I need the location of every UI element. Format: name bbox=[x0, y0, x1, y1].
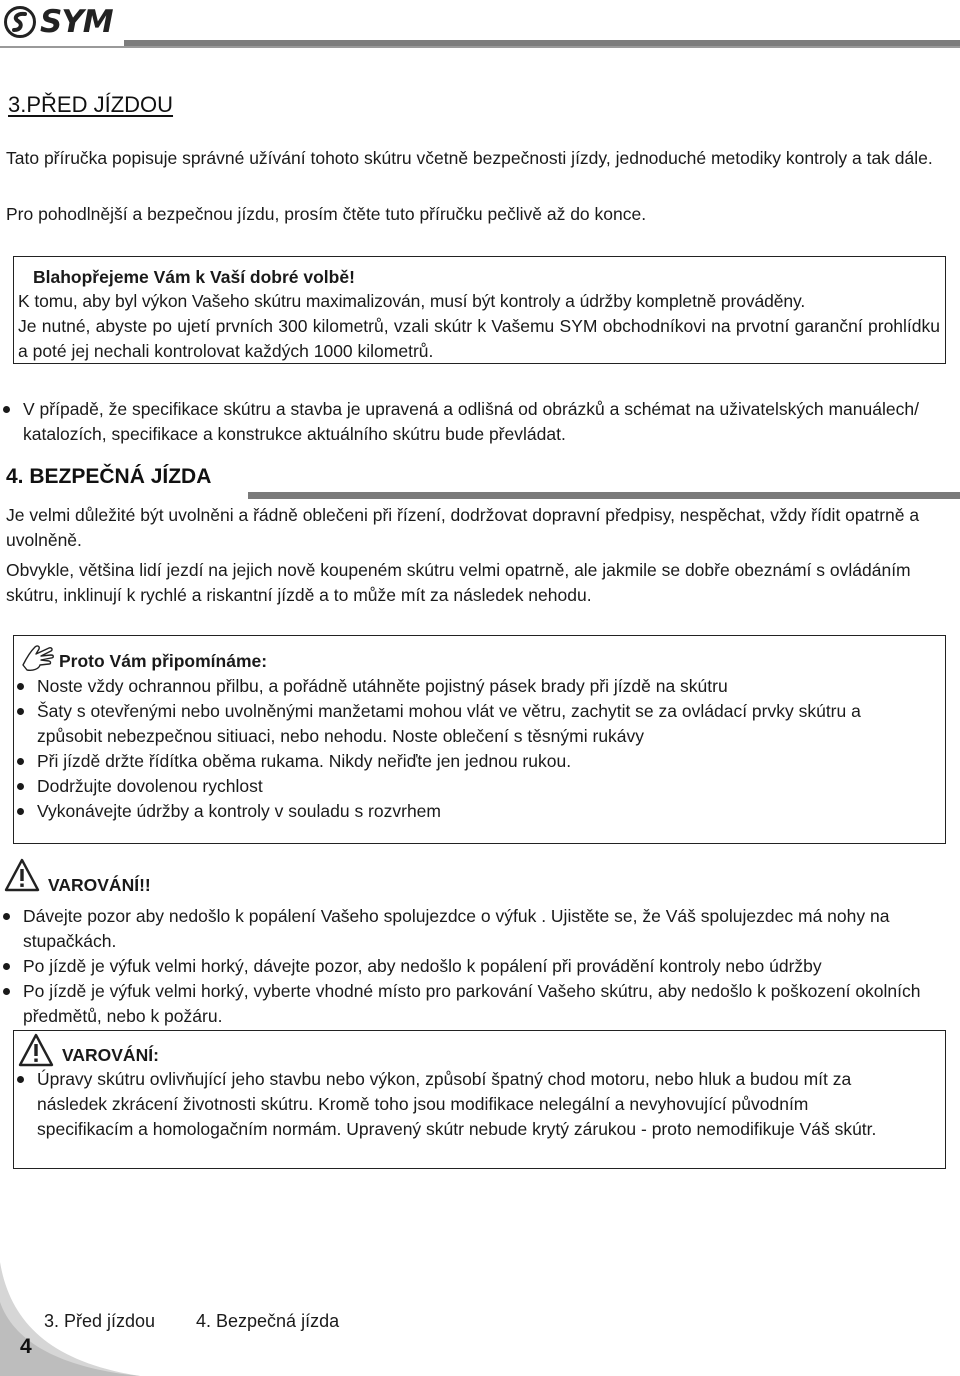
list-item: Po jízdě je výfuk velmi horký, dávejte pozor, aby nedošlo k popálení při provádění kontroly nebo údržby bbox=[0, 954, 940, 979]
section-title-safe-ride: 4. BEZPEČNÁ JÍZDA bbox=[6, 465, 212, 488]
section-rule bbox=[248, 492, 960, 499]
safety-paragraph-2: Obvykle, většina lidí jezdí na jejich nově koupeném skútru velmi opatrně, ale jakmile se dobře obeznámí s ovládáním skútru, inklinují k rychlé a riskantní jízdě a to může mít za následek nehodu. bbox=[6, 560, 911, 605]
spec-note-list bbox=[0, 397, 945, 447]
sym-logo bbox=[4, 4, 113, 40]
list-item: Vykonávejte údržby a kontroly v souladu s rozvrhem bbox=[14, 799, 914, 824]
warning-list bbox=[14, 1067, 894, 1142]
intro-paragraph: Tato příručka popisuje správné užívání tohoto skútru včetně bezpečnosti jízdy, jednoduché metodiky kontroly a tak dále. bbox=[6, 148, 933, 168]
congrats-heading: Blahopřejeme Vám k Vaší dobré volbě! bbox=[33, 267, 355, 287]
reminder-heading: Proto Vám připomínáme: bbox=[59, 651, 268, 671]
safety-paragraph-1: Je velmi důležité být uvolněni a řádně oblečeni při řízení, dodržovat dopravní předpisy, nespěchat, vždy řídit opatrně a uvolněně. bbox=[6, 505, 920, 550]
congrats-box bbox=[13, 256, 946, 364]
warning-triangle-icon bbox=[18, 1033, 54, 1067]
congrats-text-1: K tomu, aby byl výkon Vašeho skútru maximalizován, musí být kontroly a údržby kompletně prováděny. bbox=[18, 291, 806, 311]
sym-emblem-icon bbox=[4, 6, 36, 38]
list-item: V případě, že specifikace skútru a stavba je upravená a odlišná od obrázků a schémat na uživatelských manuálech/ katalozích, specifikace a konstrukce aktuálního skútru bude převládat. bbox=[0, 397, 945, 447]
reminder-box bbox=[13, 635, 946, 844]
warning-triangle-icon bbox=[4, 858, 40, 892]
list-item: Dávejte pozor aby nedošlo k popálení Vašeho spolujezdce o výfuk . Ujistěte se, že Váš spolujezdec má nohy na stupačkách. bbox=[0, 904, 940, 954]
page-header bbox=[0, 0, 960, 46]
congrats-text-2: Je nutné, abyste po ujetí prvních 300 kilometrů, vzali skútr k Vašemu SYM obchodníkovi na prvotní garanční prohlídku a poté jej nechali kontrolovat každých 1000 kilometrů. bbox=[18, 316, 940, 361]
hand-note-icon bbox=[21, 643, 55, 675]
list-item: Při jízdě držte řídítka oběma rukama. Nikdy neřiďte jen jednou rukou. bbox=[14, 749, 914, 774]
warning-list bbox=[0, 904, 940, 1029]
footer-chapter-link: 3. Před jízdou bbox=[44, 1311, 156, 1331]
list-item: Po jízdě je výfuk velmi horký, vyberte vhodné místo pro parkování Vašeho skútru, aby nedošlo k poškození okolních předmětů, nebo k požáru. bbox=[0, 979, 940, 1029]
section-title-before-ride: 3.PŘED JÍZDOU bbox=[8, 92, 174, 117]
modification-warning-box bbox=[13, 1030, 946, 1169]
list-item: Noste vždy ochrannou přilbu, a pořádně utáhněte pojistný pásek brady při jízdě na skútru bbox=[14, 674, 914, 699]
list-item: Šaty s otevřenými nebo uvolněnými manžetami mohou vlát ve větru, zachytit se za ovládací prvky skútru a způsobit nebezpečnou sitiuaci, nebo nehodu. Noste oblečení s těsnými rukávy bbox=[14, 699, 914, 749]
header-rule-thin bbox=[0, 46, 960, 48]
warning-heading: VAROVÁNÍ!! bbox=[48, 875, 151, 895]
intro-paragraph-2: Pro pohodlnější a bezpečnou jízdu, prosím čtěte tuto příručku pečlivě až do konce. bbox=[6, 204, 647, 224]
list-item: Dodržujte dovolenou rychlost bbox=[14, 774, 914, 799]
warning-heading: VAROVÁNÍ: bbox=[62, 1045, 159, 1065]
list-item: Úpravy skútru ovlivňující jeho stavbu nebo výkon, způsobí špatný chod motoru, nebo hluk a budou mít za následek zkrácení životnosti skútru. Kromě toho jsou modifikace nelegální a nevyhovující původním specifikacím a homologačním normám. Upravený skútr nebude krytý zárukou - proto nemodifikuje Váš skútr. bbox=[14, 1067, 894, 1142]
brand-wordmark: SYM bbox=[40, 3, 113, 40]
reminder-list bbox=[14, 674, 914, 824]
page-number: 4 bbox=[20, 1335, 32, 1358]
footer-chapter-link: 4. Bezpečná jízda bbox=[196, 1311, 340, 1331]
